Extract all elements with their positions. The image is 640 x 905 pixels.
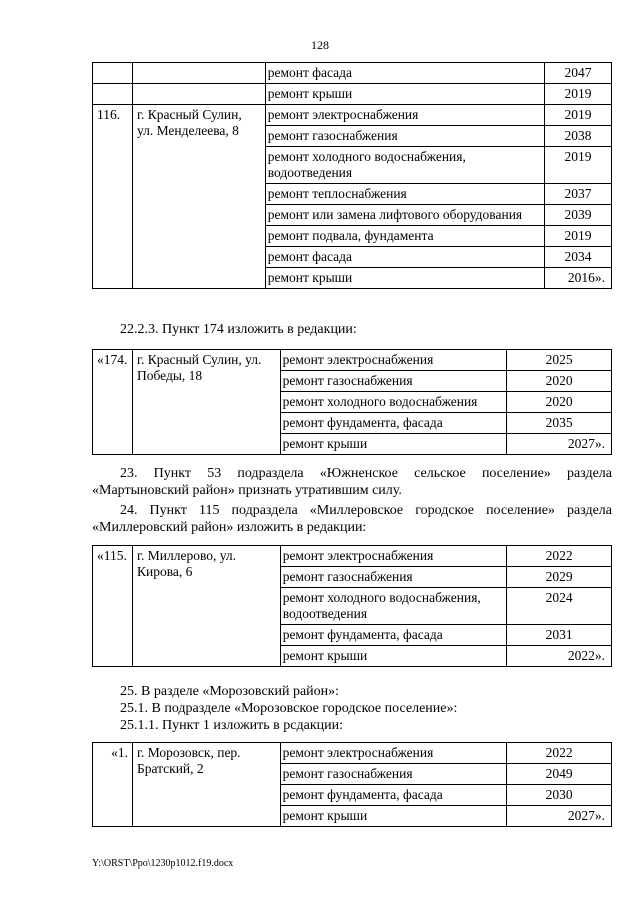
address-cell: г. Красный Сулин, ул. Менделеева, 8 [132, 105, 265, 289]
table-item-115 [92, 545, 612, 667]
work-cell: ремонт газоснабжения [280, 567, 507, 588]
year-cell: 2027». [507, 434, 612, 455]
work-cell: ремонт фасада [265, 247, 544, 268]
work-cell: ремонт фундамента, фасада [280, 413, 507, 434]
work-cell: ремонт крыши [265, 84, 544, 105]
table-item-1 [92, 742, 612, 827]
item-number: «115. [93, 546, 133, 667]
year-cell: 2029 [507, 567, 612, 588]
page-number: 128 [311, 38, 329, 52]
year-cell: 2031 [507, 625, 612, 646]
paragraph-24: 24. Пункт 115 подраздела «Миллеровское городское поселение» раздела «Миллеровский район» изложить в редакции: [92, 503, 612, 535]
year-cell: 2037 [545, 184, 612, 205]
work-cell: ремонт или замена лифтового оборудования [265, 205, 544, 226]
year-cell: 2024 [507, 588, 612, 625]
table-item-116 [92, 62, 612, 289]
work-cell: ремонт газоснабжения [280, 371, 507, 392]
work-cell: ремонт газоснабжения [265, 126, 544, 147]
work-cell: ремонт газоснабжения [280, 764, 507, 785]
year-cell: 2027». [507, 806, 612, 827]
year-cell: 2020 [507, 371, 612, 392]
num-cell [93, 63, 133, 84]
work-cell: ремонт холодного водоснабжения [280, 392, 507, 413]
work-cell: ремонт фундамента, фасада [280, 625, 507, 646]
work-cell: ремонт крыши [265, 268, 544, 289]
year-cell: 2039 [545, 205, 612, 226]
paragraph-23: 23. Пункт 53 подраздела «Южненское сельское поселение» раздела «Мартыновский район» признать утратившим силу. [92, 466, 612, 498]
year-cell: 2020 [507, 392, 612, 413]
work-cell: ремонт холодного водоснабжения, водоотведения [280, 588, 507, 625]
paragraph-25-1: 25.1. В подразделе «Морозовское городское поселение»: [120, 701, 458, 716]
work-cell: ремонт электроснабжения [280, 350, 507, 371]
paragraph-25: 25. В разделе «Морозовский район»: [120, 684, 340, 699]
year-cell: 2022 [507, 546, 612, 567]
table-row [93, 743, 612, 764]
year-cell: 2022». [507, 646, 612, 667]
year-cell: 2038 [545, 126, 612, 147]
address-cell: г. Морозовск, пер. Братский, 2 [132, 743, 280, 827]
work-cell: ремонт холодного водоснабжения, водоотведения [265, 147, 544, 184]
address-cell [132, 63, 265, 84]
year-cell: 2025 [507, 350, 612, 371]
year-cell: 2022 [507, 743, 612, 764]
year-cell: 2019 [545, 84, 612, 105]
address-cell: г. Красный Сулин, ул. Победы, 18 [132, 350, 280, 455]
year-cell: 2047 [545, 63, 612, 84]
item-number: «174. [93, 350, 133, 455]
work-cell: ремонт электроснабжения [265, 105, 544, 126]
file-path-footer: Y:\ORST\Ppo\1230p1012.f19.docx [92, 858, 234, 869]
work-cell: ремонт теплоснабжения [265, 184, 544, 205]
year-cell: 2019 [545, 226, 612, 247]
address-cell [132, 84, 265, 105]
year-cell: 2034 [545, 247, 612, 268]
paragraph-25-1-1: 25.1.1. Пункт 1 изложить в рсдакции: [120, 718, 343, 733]
work-cell: ремонт фундамента, фасада [280, 785, 507, 806]
year-cell: 2019 [545, 105, 612, 126]
year-cell: 2035 [507, 413, 612, 434]
table-row [93, 84, 612, 105]
table-item-174 [92, 349, 612, 455]
num-cell [93, 84, 133, 105]
work-cell: ремонт крыши [280, 646, 507, 667]
year-cell: 2030 [507, 785, 612, 806]
table-row [93, 350, 612, 371]
table-row [93, 546, 612, 567]
address-cell: г. Миллерово, ул. Кирова, 6 [132, 546, 280, 667]
year-cell: 2019 [545, 147, 612, 184]
table-row [93, 105, 612, 126]
work-cell: ремонт фасада [265, 63, 544, 84]
work-cell: ремонт электроснабжения [280, 743, 507, 764]
work-cell: ремонт крыши [280, 434, 507, 455]
item-number: «1. [93, 743, 133, 827]
work-cell: ремонт электроснабжения [280, 546, 507, 567]
paragraph-22-2-3: 22.2.3. Пункт 174 изложить в редакции: [120, 322, 357, 337]
work-cell: ремонт подвала, фундамента [265, 226, 544, 247]
work-cell: ремонт крыши [280, 806, 507, 827]
item-number: 116. [93, 105, 133, 289]
year-cell: 2016». [545, 268, 612, 289]
table-row [93, 63, 612, 84]
year-cell: 2049 [507, 764, 612, 785]
